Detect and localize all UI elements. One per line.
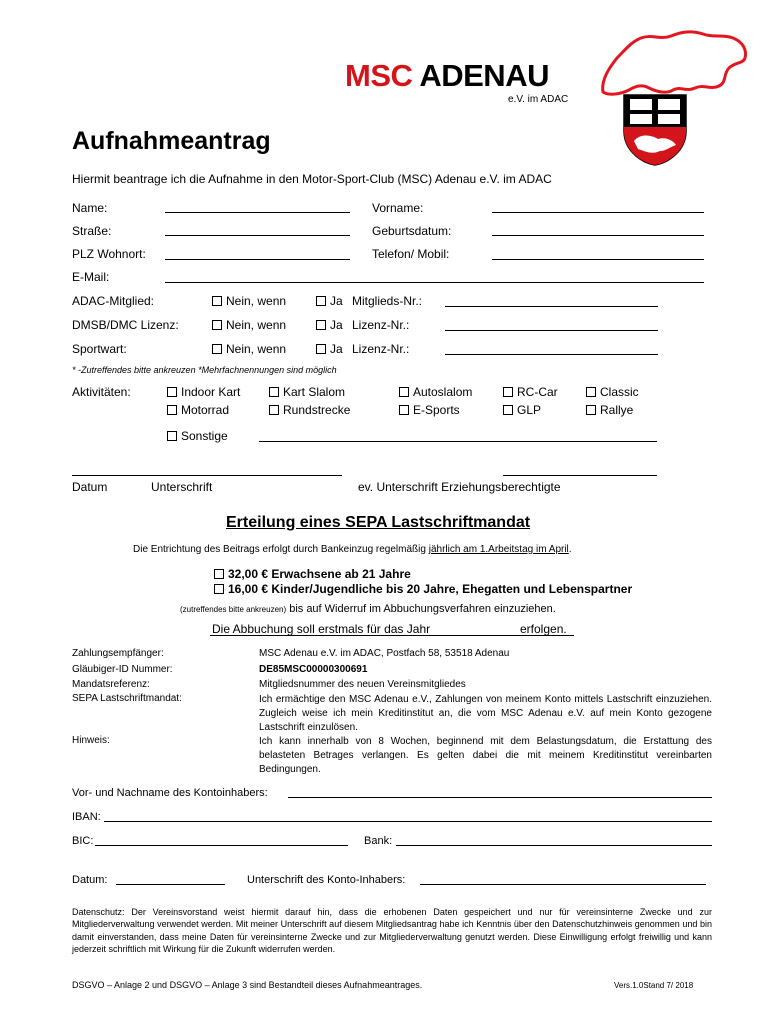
bic-field[interactable] (95, 845, 348, 846)
activity-classic[interactable] (586, 385, 639, 399)
checkbox[interactable] (167, 431, 177, 441)
activity-text: GLP (517, 403, 542, 417)
page-title: Aufnahmeantrag (72, 127, 271, 155)
name-label: Name: (72, 201, 108, 215)
activity-text: E-Sports (413, 403, 460, 417)
activity-rc-car[interactable] (503, 385, 558, 399)
checkbox[interactable] (269, 405, 279, 415)
activity-sonstige[interactable] (167, 429, 228, 443)
dmsb-lizenz-nr-field[interactable] (445, 330, 658, 331)
geburtsdatum-field[interactable] (492, 235, 704, 236)
activity-text: Motorrad (181, 403, 230, 417)
sepa-description (133, 544, 572, 555)
activity-rundstrecke[interactable] (269, 403, 350, 417)
version-label: Vers.1.0Stand 7/ 2018 (614, 981, 694, 990)
strasse-field[interactable] (165, 235, 350, 236)
brand-msc: MSC (345, 58, 413, 93)
holder-field[interactable] (288, 797, 712, 798)
activity-motorrad[interactable] (167, 403, 229, 417)
sportwart-nein-text: Nein, wenn (226, 342, 287, 356)
privacy-notice: Datenschutz: Der Vereinsvorstand weist hiermit darauf hin, dass die erhobenen Daten gespeichert und nur für vereinsinterne Zwecke und zur Mitgliederverwaltung verwendet werden. Mit meiner Unterschrift auf diesem Mitgliedsantrag habe ich Kenntnis über den Datenschutzhinweis genommen und bin damit einverstanden, dass meine Daten für vereinsinterne Zwecke und zur Mitgliederverwaltung genutzt werden. Diese Einwilligung erfolgt freiwillig und kann jederzeit schriftlich mit Wirkung für die Zukunft widerrufen werden. (72, 907, 712, 954)
account-datum-field[interactable] (116, 884, 225, 885)
checkbox[interactable] (212, 320, 222, 330)
lastschrift-label: SEPA Lastschriftmandat: (72, 693, 182, 704)
adac-nein-option[interactable] (212, 294, 286, 308)
signature-line-main[interactable] (72, 475, 342, 476)
adac-ja-text: Ja (330, 294, 343, 308)
activity-indoor-kart[interactable] (167, 385, 240, 399)
activity-glp[interactable] (503, 403, 541, 417)
telefon-field[interactable] (492, 259, 704, 260)
sportwart-nein-option[interactable] (212, 342, 286, 356)
mandat-value: Mitgliedsnummer des neuen Vereinsmitgliedes (259, 679, 466, 690)
activity-text: Sonstige (181, 429, 228, 443)
dmsb-ja-option[interactable] (316, 318, 343, 332)
activity-kart-slalom[interactable] (269, 385, 345, 399)
dmsb-ja-text: Ja (330, 318, 343, 332)
nuerburgring-track-icon (595, 28, 755, 98)
sepa-heading: Erteilung eines SEPA Lastschriftmandat (226, 514, 531, 531)
checkbox[interactable] (212, 296, 222, 306)
bank-field[interactable] (396, 845, 712, 846)
sportwart-lizenz-nr-label: Lizenz-Nr.: (352, 342, 410, 356)
unterschrift-caption: Unterschrift (151, 480, 213, 494)
holder-signature-field[interactable] (420, 884, 706, 885)
first-debit-text-a: Die Abbuchung soll erstmals für das Jahr (212, 622, 431, 636)
activity-text: RC-Car (517, 385, 558, 399)
sonstige-field[interactable] (259, 441, 657, 442)
adac-ja-option[interactable] (316, 294, 343, 308)
checkbox[interactable] (316, 296, 326, 306)
sportwart-ja-option[interactable] (316, 342, 343, 356)
checkbox-note: * -Zutreffendes bitte ankreuzen *Mehrfachnennungen sind möglich (72, 365, 337, 375)
activity-text: Classic (600, 385, 639, 399)
holder-signature-label: Unterschrift des Konto-Inhabers: (247, 874, 406, 886)
sportwart-ja-text: Ja (330, 342, 343, 356)
activity-esports[interactable] (399, 403, 460, 417)
hinweis-value: Ich kann innerhalb von 8 Wochen, beginnend mit dem Belastungsdatum, die Erstattung des belasteten Betrages verlangen. Es gelten dabei die mit meinem Kreditinstitut vereinbarten Bedingungen. (259, 736, 712, 775)
sepa-desc-text: Die Entrichtung des Beitrags erfolgt durch Bankeinzug regelmäßig (133, 544, 429, 555)
activity-text: Indoor Kart (181, 385, 241, 399)
sportwart-label: Sportwart: (72, 342, 127, 356)
fee-option-text: 16,00 € Kinder/Jugendliche bis 20 Jahre, Ehegatten und Lebenspartner (228, 582, 633, 596)
holder-label: Vor- und Nachname des Kontoinhabers: (72, 787, 268, 799)
activity-autoslalom[interactable] (399, 385, 472, 399)
coat-of-arms-icon (622, 93, 688, 167)
account-datum-label: Datum: (72, 874, 108, 886)
checkbox[interactable] (399, 405, 409, 415)
geburtsdatum-label: Geburtsdatum: (372, 224, 452, 238)
activity-text: Rallye (600, 403, 634, 417)
dmsb-label: DMSB/DMC Lizenz: (72, 318, 179, 332)
telefon-label: Telefon/ Mobil: (372, 247, 450, 261)
fee-option-adult[interactable] (214, 567, 411, 581)
checkbox[interactable] (167, 387, 177, 397)
revoke-line (180, 599, 556, 617)
checkbox[interactable] (399, 387, 409, 397)
plz-label: PLZ Wohnort: (72, 247, 146, 261)
first-debit-line (212, 622, 430, 636)
dmsb-nein-option[interactable] (212, 318, 286, 332)
footer-note: DSGVO – Anlage 2 und DSGVO – Anlage 3 sind Bestandteil dieses Aufnahmeantrages. (72, 980, 423, 990)
mitglieds-nr-label: Mitglieds-Nr.: (352, 294, 423, 308)
datum-caption: Datum (72, 480, 108, 494)
guardian-caption: ev. Unterschrift Erziehungsberechtigte (358, 480, 561, 494)
checkbox[interactable] (212, 344, 222, 354)
iban-field[interactable] (104, 821, 712, 822)
checkbox[interactable] (586, 387, 596, 397)
strasse-label: Straße: (72, 224, 112, 238)
fee-option-text: 32,00 € Erwachsene ab 21 Jahre (228, 567, 411, 581)
checkbox[interactable] (167, 405, 177, 415)
brand-subtitle: e.V. im ADAC (508, 94, 569, 105)
empfaenger-value: MSC Adenau e.V. im ADAC, Postfach 58, 53518 Adenau (259, 648, 510, 659)
plz-field[interactable] (165, 259, 350, 260)
dmsb-nein-text: Nein, wenn (226, 318, 287, 332)
lastschrift-value: Ich ermächtige den MSC Adenau e.V., Zahlungen von meinem Konto mittels Lastschrift einzuziehen. Zugleich weise ich mein Kreditinstitut an, die vom MSC Adenau e.V. auf mein Konto gezogene Lastschrift einzulösen. (259, 694, 712, 733)
vorname-field[interactable] (492, 212, 704, 213)
checkbox[interactable] (214, 569, 224, 579)
empfaenger-label: Zahlungsempfänger: (72, 648, 164, 659)
activity-text: Rundstrecke (283, 403, 351, 417)
hinweis-label: Hinweis: (72, 735, 110, 746)
activity-rallye[interactable] (586, 403, 633, 417)
mitglieds-nr-field[interactable] (445, 306, 658, 307)
checkbox[interactable] (586, 405, 596, 415)
sportwart-lizenz-nr-field[interactable] (445, 354, 658, 355)
checkbox[interactable] (269, 387, 279, 397)
fee-option-youth[interactable] (214, 582, 632, 596)
first-debit-text-b: erfolgen. (520, 622, 567, 636)
activity-text: Kart Slalom (283, 385, 346, 399)
vorname-label: Vorname: (372, 201, 424, 215)
adac-nein-text: Nein, wenn (226, 294, 287, 308)
brand-adenau: ADENAU (419, 58, 549, 93)
bic-label: BIC: (72, 835, 94, 847)
checkbox[interactable] (316, 320, 326, 330)
activity-text: Autoslalom (413, 385, 473, 399)
iban-label: IBAN: (72, 811, 101, 823)
intro-text: Hiermit beantrage ich die Aufnahme in den Motor-Sport-Club (MSC) Adenau e.V. im ADAC (72, 172, 552, 186)
glaeubiger-value: DE85MSC00000300691 (259, 664, 368, 675)
checkbox[interactable] (503, 387, 513, 397)
activities-label: Aktivitäten: (72, 385, 131, 399)
glaeubiger-label: Gläubiger-ID Nummer: (72, 664, 173, 675)
mandat-label: Mandatsreferenz: (72, 679, 150, 690)
bank-label: Bank: (364, 835, 393, 847)
checkbox[interactable] (316, 344, 326, 354)
dmsb-lizenz-nr-label: Lizenz-Nr.: (352, 318, 410, 332)
revoke-text: bis auf Widerruf im Abbuchungsverfahren einzuziehen. (286, 603, 556, 615)
brand-logo (345, 58, 549, 94)
email-field[interactable] (165, 282, 704, 283)
email-label: E-Mail: (72, 270, 110, 284)
signature-line-guardian[interactable] (503, 475, 657, 476)
checkbox[interactable] (503, 405, 513, 415)
checkbox[interactable] (214, 584, 224, 594)
sepa-desc-date: jährlich am 1.Arbeitstag im April (428, 544, 569, 555)
revoke-small-text: (zutreffendes bitte ankreuzen) (180, 605, 287, 614)
name-field[interactable] (165, 212, 350, 213)
adac-label: ADAC-Mitglied: (72, 294, 155, 308)
sepa-desc-end: . (568, 544, 572, 555)
